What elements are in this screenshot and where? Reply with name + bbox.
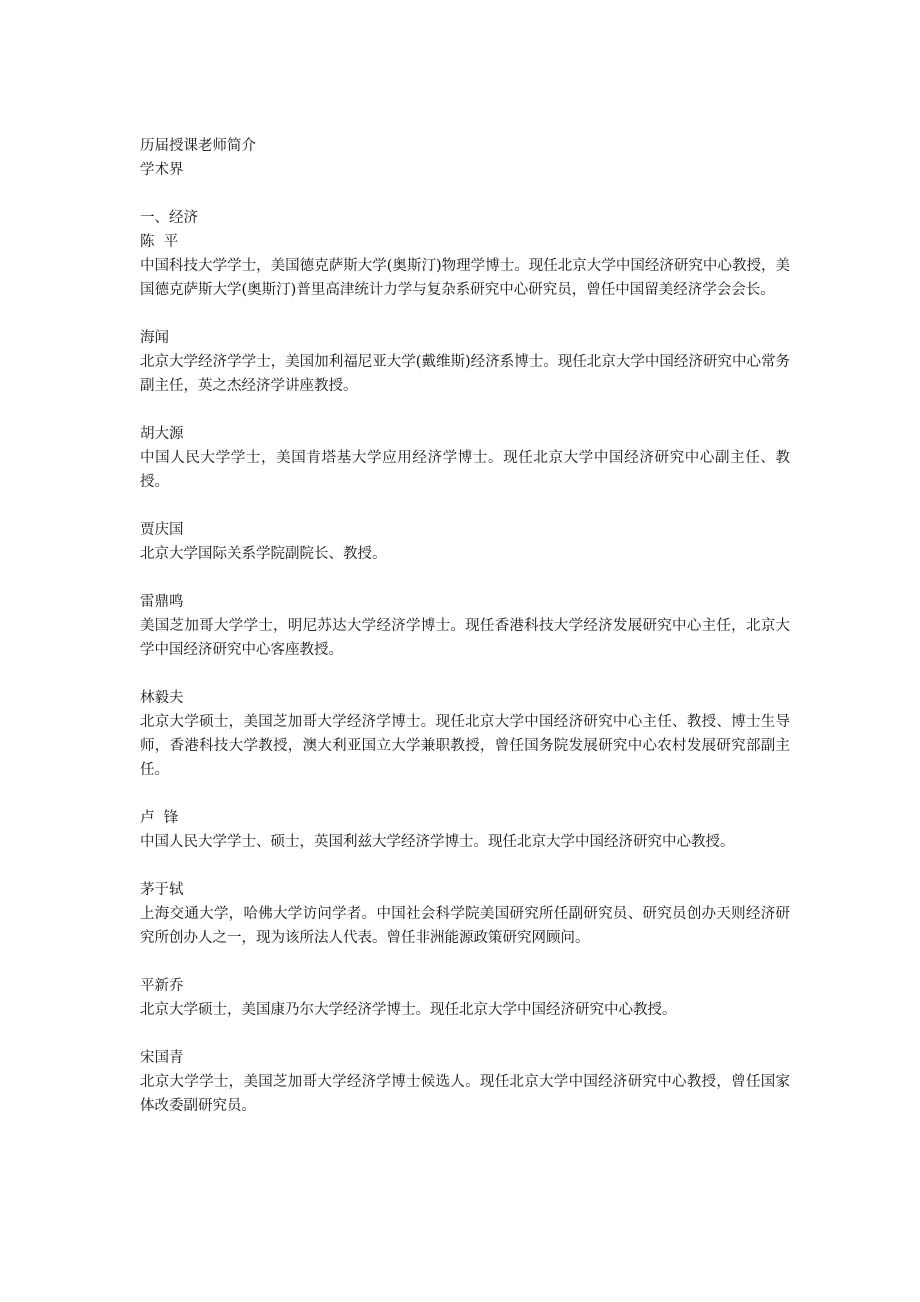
profile-bio: 中国人民大学学士、硕士，英国利兹大学经济学博士。现任北京大学中国经济研究中心教授。 xyxy=(140,834,735,850)
section-heading: 一、经济 xyxy=(140,210,198,226)
profile-name: 贾庆国 xyxy=(140,522,184,538)
profile-name: 胡大源 xyxy=(140,426,184,442)
profile-name: 陈 平 xyxy=(140,234,179,250)
profile-bio: 北京大学学士，美国芝加哥大学经济学博士候选人。现任北京大学中国经济研究中心教授，曾任国家体改委副研究员。 xyxy=(140,1074,790,1114)
blank-line xyxy=(140,854,790,878)
profile-bio: 中国科技大学学士，美国德克萨斯大学(奥斯汀)物理学博士。现任北京大学中国经济研究中心教授，美国德克萨斯大学(奥斯汀)普里高津统计力学与复杂系研究中心研究员，曾任中国留美经济学会会长。 xyxy=(140,258,790,298)
blank-line xyxy=(140,566,790,590)
profile-name: 雷鼎鸣 xyxy=(140,594,184,610)
profile-entry xyxy=(140,422,790,494)
profile-name: 海闻 xyxy=(140,330,169,346)
profile-entry xyxy=(140,230,790,302)
document-subtitle: 学术界 xyxy=(140,162,184,178)
blank-line xyxy=(140,302,790,326)
profile-name: 茅于轼 xyxy=(140,882,184,898)
blank-line xyxy=(140,398,790,422)
profile-entry xyxy=(140,1046,790,1118)
profile-entry xyxy=(140,326,790,398)
profile-entry xyxy=(140,878,790,950)
blank-line xyxy=(140,782,790,806)
profile-bio: 北京大学硕士，美国康乃尔大学经济学博士。现任北京大学中国经济研究中心教授。 xyxy=(140,1002,677,1018)
profile-bio: 北京大学硕士，美国芝加哥大学经济学博士。现任北京大学中国经济研究中心主任、教授、博士生导师，香港科技大学教授，澳大利亚国立大学兼职教授，曾任国务院发展研究中心农村发展研究部副主任。 xyxy=(140,714,790,778)
blank-line xyxy=(140,494,790,518)
blank-line xyxy=(140,182,790,206)
profile-entry xyxy=(140,590,790,662)
profile-entry xyxy=(140,518,790,566)
profile-name: 卢 锋 xyxy=(140,810,179,826)
profile-entry xyxy=(140,686,790,782)
profile-name: 宋国青 xyxy=(140,1050,184,1066)
profile-bio: 中国人民大学学士，美国肯塔基大学应用经济学博士。现任北京大学中国经济研究中心副主任、教授。 xyxy=(140,450,790,490)
profile-bio: 上海交通大学，哈佛大学访问学者。中国社会科学院美国研究所任副研究员、研究员创办天则经济研究所创办人之一，现为该所法人代表。曾任非洲能源政策研究网顾问。 xyxy=(140,906,790,946)
profile-bio: 北京大学国际关系学院副院长、教授。 xyxy=(140,546,387,562)
profile-bio: 北京大学经济学学士，美国加利福尼亚大学(戴维斯)经济系博士。现任北京大学中国经济研究中心常务副主任，英之杰经济学讲座教授。 xyxy=(140,354,790,394)
blank-line xyxy=(140,950,790,974)
profile-entry xyxy=(140,806,790,854)
profile-bio: 美国芝加哥大学学士，明尼苏达大学经济学博士。现任香港科技大学经济发展研究中心主任，北京大学中国经济研究中心客座教授。 xyxy=(140,618,790,658)
blank-line xyxy=(140,1022,790,1046)
profile-name: 平新乔 xyxy=(140,978,184,994)
blank-line xyxy=(140,662,790,686)
profile-name: 林毅夫 xyxy=(140,690,184,706)
document-page xyxy=(140,134,790,1118)
profile-entry xyxy=(140,974,790,1022)
document-title: 历届授课老师简介 xyxy=(140,138,256,154)
